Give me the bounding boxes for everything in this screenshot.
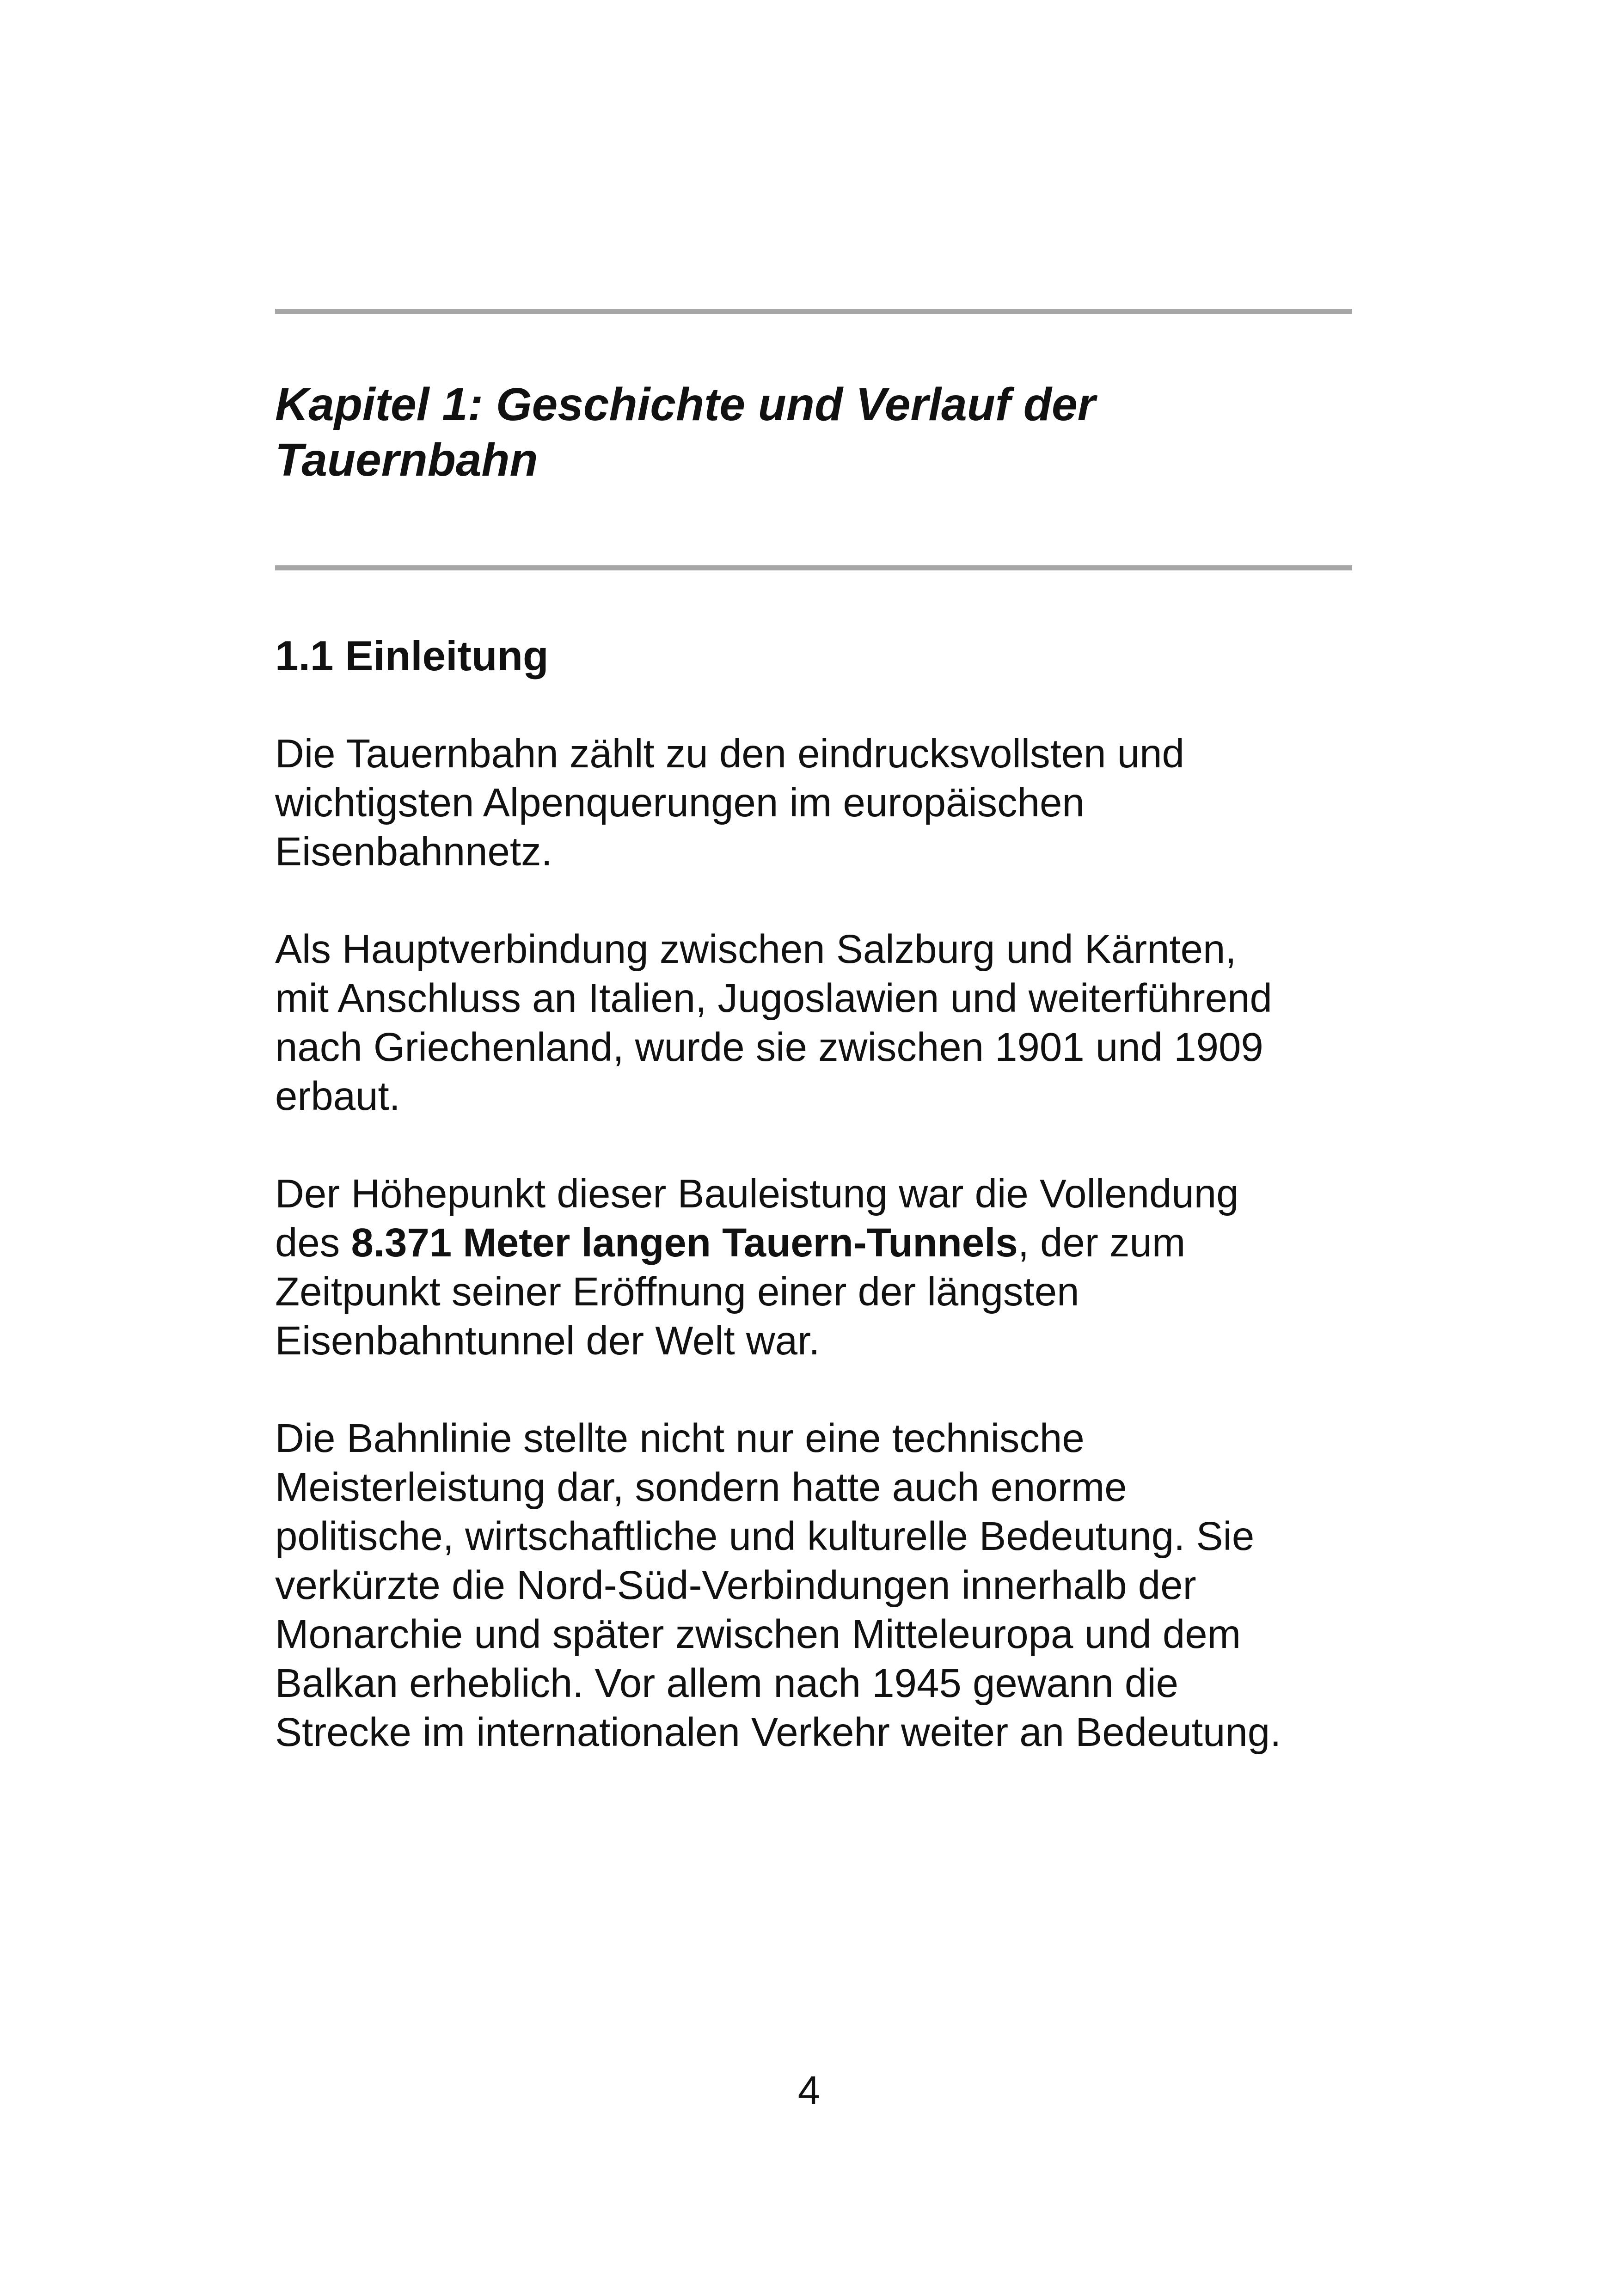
tunnel-length-highlight: 8.371 Meter langen Tauern-Tunnels bbox=[351, 1220, 1018, 1265]
paragraph-line: Die Bahnlinie stellte nicht nur eine technische bbox=[275, 1416, 1085, 1461]
paragraph-line: Strecke im internationalen Verkehr weiter an Bedeutung. bbox=[275, 1710, 1281, 1755]
page-number: 4 bbox=[797, 2068, 821, 2113]
section-title: 1.1 Einleitung bbox=[275, 633, 549, 680]
paragraph-line: Eisenbahnnetz. bbox=[275, 829, 552, 874]
paragraph-line: nach Griechenland, wurde sie zwischen 1901 und 1909 bbox=[275, 1025, 1263, 1070]
chapter-title-line-1: Kapitel 1: Geschichte und Verlauf der bbox=[275, 379, 1096, 430]
paragraph-line: Als Hauptverbindung zwischen Salzburg und Kärnten, bbox=[275, 927, 1237, 972]
paragraph-line: Der Höhepunkt dieser Bauleistung war die Vollendung bbox=[275, 1171, 1239, 1216]
paragraph-line: wichtigsten Alpenquerungen im europäischen bbox=[275, 780, 1085, 825]
paragraph-line: mit Anschluss an Italien, Jugoslawien und weiterführend bbox=[275, 976, 1272, 1021]
chapter-title-line-2: Tauernbahn bbox=[275, 434, 538, 486]
paragraph-1 bbox=[275, 729, 1618, 876]
top-divider bbox=[275, 309, 1352, 314]
paragraph-line: Monarchie und später zwischen Mitteleuropa und dem bbox=[275, 1612, 1241, 1657]
paragraph-line: Zeitpunkt seiner Eröffnung einer der längsten bbox=[275, 1269, 1079, 1314]
paragraph-line: Eisenbahntunnel der Welt war. bbox=[275, 1318, 820, 1363]
paragraph-3 bbox=[275, 1169, 1618, 1365]
paragraph-line: verkürzte die Nord-Süd-Verbindungen innerhalb der bbox=[275, 1563, 1196, 1608]
paragraph-line: Die Tauernbahn zählt zu den eindrucksvollsten und bbox=[275, 731, 1184, 776]
paragraph-line: Balkan erheblich. Vor allem nach 1945 gewann die bbox=[275, 1661, 1178, 1706]
paragraph-2 bbox=[275, 925, 1618, 1121]
bottom-divider bbox=[275, 565, 1352, 570]
paragraph-text: , der zum bbox=[1017, 1220, 1186, 1265]
paragraph-line: erbaut. bbox=[275, 1074, 400, 1119]
paragraph-line: politische, wirtschaftliche und kulturelle Bedeutung. Sie bbox=[275, 1514, 1255, 1559]
body-text bbox=[275, 729, 1618, 1806]
paragraph-4 bbox=[275, 1414, 1618, 1757]
paragraph-text: des bbox=[275, 1220, 351, 1265]
paragraph-line: Meisterleistung dar, sondern hatte auch enorme bbox=[275, 1465, 1127, 1510]
chapter-title bbox=[275, 377, 1352, 488]
